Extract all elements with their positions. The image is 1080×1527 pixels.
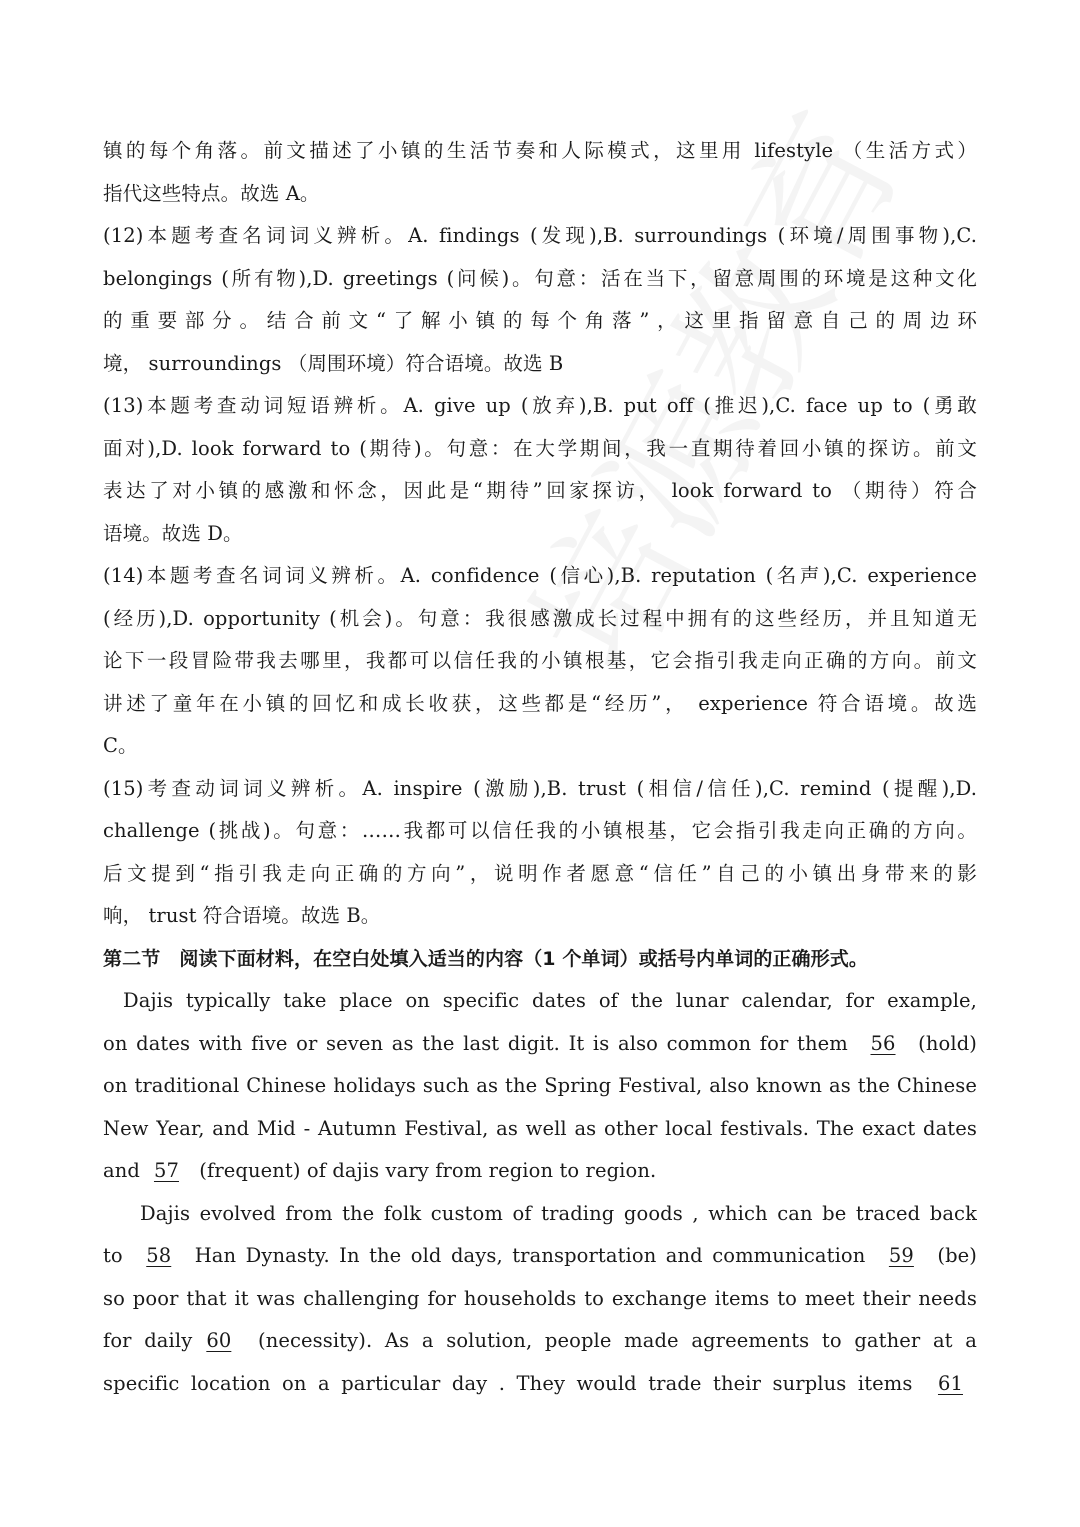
text-line: 指代这些特点。故选 A。 <box>103 181 320 205</box>
passage-line <box>103 1235 977 1278</box>
text-line: (12)本题考查名词词义辨析。A. findings (发现),B. surroundings (环境/周围事物),C. <box>103 224 977 247</box>
text-line: C。 <box>103 734 138 757</box>
passage-text: to <box>103 1244 123 1267</box>
text-line: 面对),D. look forward to (期待)。句意：在大学期间，我一直期待着回小镇的探访。前文 <box>103 436 977 460</box>
text-line: belongings (所有物),D. greetings (问候)。句意：活在当下，留意周围的环境是这种文化 <box>103 266 977 290</box>
passage-line: New Year, and Mid - Autumn Festival, as well as other local festivals. The exact dates <box>103 1116 977 1140</box>
passage-line: so poor that it was challenging for households to exchange items to meet their needs <box>103 1286 977 1310</box>
passage-line: Dajis evolved from the folk custom of trading goods , which can be traced back <box>140 1201 977 1225</box>
blank-59: 59 <box>888 1244 914 1267</box>
passage-line: Dajis typically take place on specific dates of the lunar calendar, for example, <box>123 989 977 1012</box>
passage-line <box>103 1320 977 1363</box>
text-line: 镇的每个角落。前文描述了小镇的生活节奏和人际模式，这里用 lifestyle （生活方式） <box>103 139 977 162</box>
blank-60: 60 <box>206 1329 232 1352</box>
text-line: 响， trust 符合语境。故选 B。 <box>103 904 381 927</box>
blank-57: 57 <box>153 1159 179 1182</box>
passage-text: and <box>103 1159 140 1182</box>
text-line: 境， surroundings （周围环境）符合语境。故选 B <box>103 351 564 375</box>
text-line: 的重要部分。结合前文“了解小镇的每个角落”，这里指留意自己的周边环 <box>103 309 977 332</box>
text-line: 表达了对小镇的感激和怀念，因此是“期待”回家探访， look forward to （期待）符合 <box>103 479 977 502</box>
passage-line: on traditional Chinese holidays such as the Spring Festival, also known as the Chinese <box>103 1074 977 1097</box>
passage-line <box>103 1363 977 1406</box>
text-line: (13)本题考查动词短语辨析。A. give up (放弃),B. put off (推迟),C. face up to (勇敢 <box>103 394 977 417</box>
passage-text: for daily <box>103 1329 193 1352</box>
passage-line <box>103 1150 977 1193</box>
section-heading: 第二节 阅读下面材料，在空白处填入适当的内容（1 个单词）或括号内单词的正确形式。 <box>103 947 868 970</box>
text-line: 后文提到“指引我走向正确的方向”，说明作者愿意“信任”自己的小镇出身带来的影 <box>103 861 977 885</box>
text-line: 论下一段冒险带我去哪里，我都可以信任我的小镇根基，它会指引我走向正确的方向。前文 <box>103 649 977 672</box>
passage-line <box>103 1023 977 1066</box>
passage-text: (hold) <box>918 1031 977 1055</box>
passage-text: (be) <box>937 1244 977 1267</box>
passage-text: Han Dynasty. In the old days, transportation and communication <box>194 1244 866 1267</box>
blank-61: 61 <box>937 1371 963 1395</box>
text-line: (14)本题考查名词词义辨析。A. confidence (信心),B. reputation (名声),C. experience <box>103 564 977 587</box>
text-line: (经历),D. opportunity (机会)。句意：我很感激成长过程中拥有的这些经历，并且知道无 <box>103 606 977 630</box>
passage-text: on dates with five or seven as the last digit. It is also common for them <box>103 1031 848 1055</box>
text-line: 讲述了童年在小镇的回忆和成长收获，这些都是“经历”， experience 符合语境。故选 <box>103 691 977 715</box>
blank-58: 58 <box>146 1244 172 1267</box>
document-page <box>103 130 977 1405</box>
text-line: 语境。故选 D。 <box>103 521 243 545</box>
blank-56: 56 <box>870 1031 896 1055</box>
passage-text: specific location on a particular day . They would trade their surplus items <box>103 1371 913 1395</box>
passage-text: (frequent) of dajis vary from region to region. <box>199 1159 657 1182</box>
passage-text: (necessity). As a solution, people made agreements to gather at a <box>258 1329 977 1352</box>
text-line: challenge (挑战)。句意：……我都可以信任我的小镇根基，它会指引我走向正确的方向。 <box>103 819 977 842</box>
text-line: (15)考查动词词义辨析。A. inspire (激励),B. trust (相信/信任),C. remind (提醒),D. <box>103 776 977 800</box>
